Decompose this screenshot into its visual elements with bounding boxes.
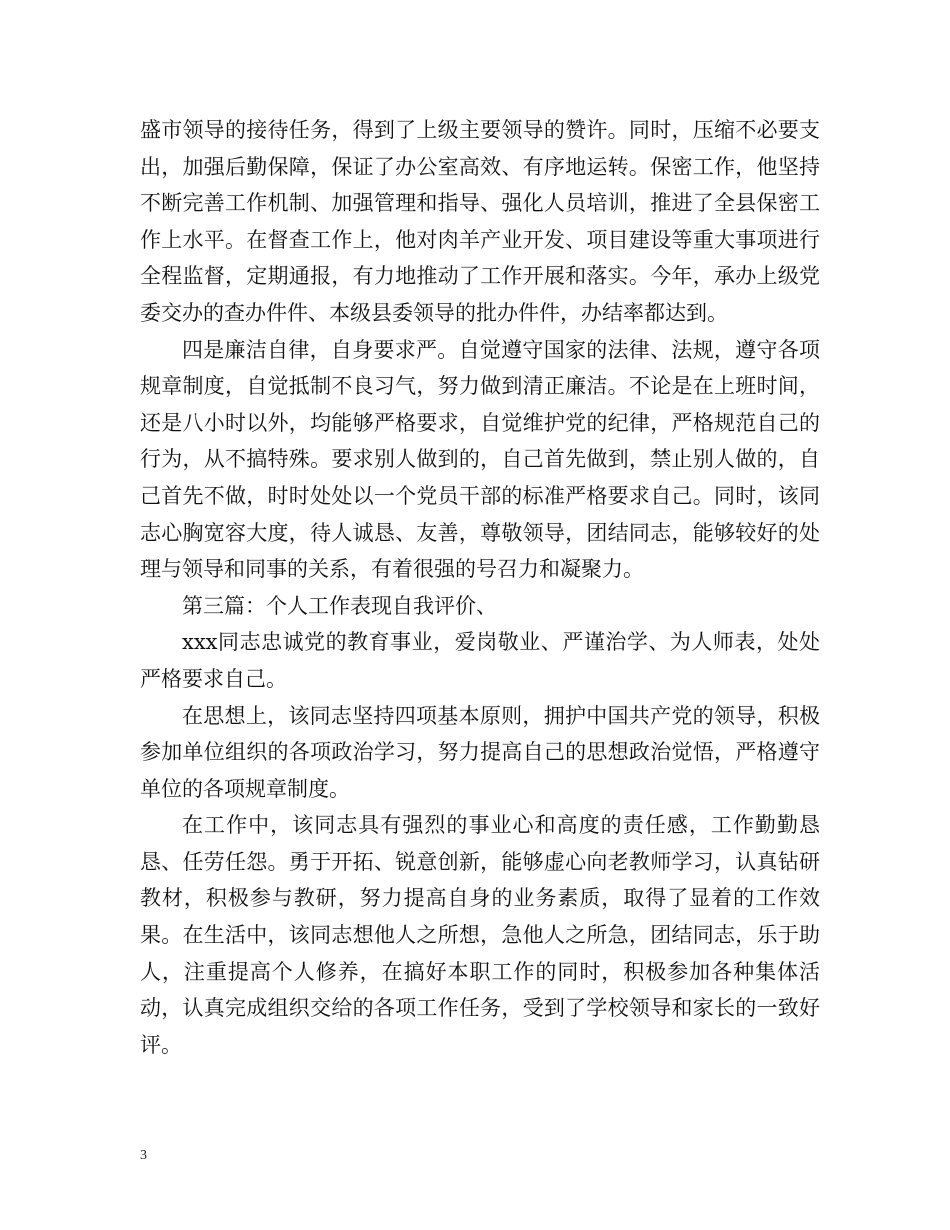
paragraph-4: xxx同志忠诚党的教育事业，爱岗敬业、严谨治学、为人师表，处处严格要求自己。 — [140, 630, 820, 691]
page-number: 3 — [140, 1148, 147, 1163]
paragraph-1: 盛市领导的接待任务，得到了上级主要领导的赞许。同时，压缩不必要支出，加强后勤保障，保证了办公室高效、有序地运转。保密工作，他坚持不断完善工作机制、加强管理和指导、强化人员培训，推进了全县保密工作上水平。在督查工作上，他对肉羊产业开发、项目建设等重大事项进行全程监督，定期通报，有力地推动了工作开展和落实。今年，承办上级党委交办的查办件件、本级县委领导的批办件件，办结率都达到。 — [140, 118, 820, 325]
paragraph-5: 在思想上，该同志坚持四项基本原则，拥护中国共产党的领导，积极参加单位组织的各项政治学习，努力提高自己的思想政治觉悟，严格遵守单位的各项规章制度。 — [140, 703, 820, 801]
paragraph-2: 四是廉洁自律，自身要求严。自觉遵守国家的法律、法规，遵守各项规章制度，自觉抵制不良习气，努力做到清正廉洁。不论是在上班时间，还是八小时以外，均能够严格要求，自觉维护党的纪律，严格规范自己的行为，从不搞特殊。要求别人做到的，自己首先做到，禁止别人做的，自己首先不做，时时处处以一个党员干部的标准严格要求自己。同时，该同志心胸宽容大度，待人诚恳、友善，尊敬领导，团结同志，能够较好的处理与领导和同事的关系，有着很强的号召力和凝聚力。 — [140, 337, 820, 582]
document-body — [140, 112, 820, 1063]
section-heading: 第三篇：个人工作表现自我评价、 — [182, 593, 497, 618]
paragraph-6: 在工作中，该同志具有强烈的事业心和高度的责任感，工作勤勤恳恳、任劳任怨。勇于开拓、锐意创新，能够虚心向老教师学习，认真钻研教材，积极参与教研，努力提高自身的业务素质，取得了显着的工作效果。在生活中，该同志想他人之所想，急他人之所急，团结同志，乐于助人，注重提高个人修养，在搞好本职工作的同时，积极参加各种集体活动，认真完成组织交给的各项工作任务，受到了学校领导和家长的一致好评。 — [140, 813, 820, 1057]
